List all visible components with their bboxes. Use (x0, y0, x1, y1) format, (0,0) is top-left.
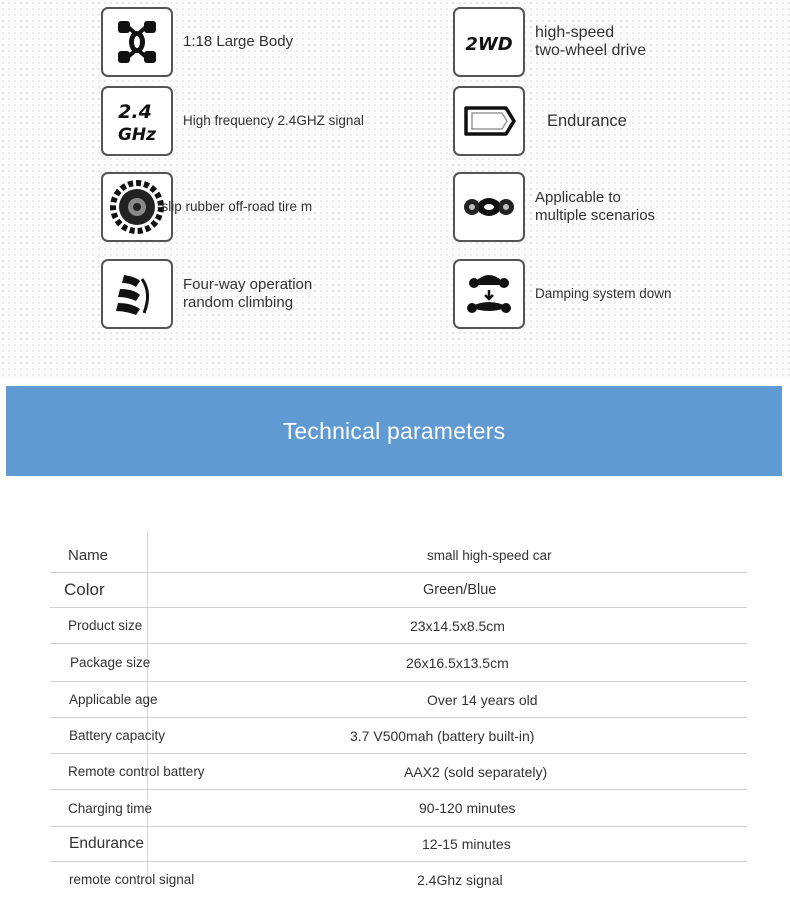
spec-name: Endurance (69, 835, 144, 852)
climbing-icon (101, 259, 173, 329)
battery-icon (453, 86, 525, 156)
spec-name: Product size (68, 618, 143, 633)
table-row (50, 790, 747, 827)
feature-endurance (453, 86, 627, 156)
feature-signal (101, 86, 364, 156)
spec-name: Applicable age (69, 692, 158, 707)
svg-text:GHz: GHz (117, 125, 157, 145)
table-row (50, 573, 747, 608)
feature-label: Applicable to multiple scenarios (535, 189, 656, 224)
table-row (50, 862, 747, 897)
spec-name: Name (68, 546, 109, 564)
table-row (50, 608, 747, 644)
table-row (50, 644, 747, 682)
2wd-icon (453, 7, 525, 77)
table-row (50, 754, 747, 790)
spec-value: AAX2 (sold separately) (404, 763, 548, 780)
feature-2wd (453, 7, 646, 77)
suspension-icon (453, 259, 525, 329)
tracks-icon (453, 172, 525, 242)
feature-label: -slip rubber off-road tire m (157, 199, 313, 214)
spec-name: Battery capacity (69, 728, 166, 743)
spec-name: remote control signal (69, 872, 195, 887)
table-row (50, 682, 747, 718)
spec-table (50, 538, 747, 897)
spec-value: 12-15 minutes (422, 836, 511, 852)
feature-tire (101, 172, 312, 242)
spec-name: Package size (70, 655, 151, 670)
spec-value: 23x14.5x8.5cm (410, 617, 505, 634)
feature-large-body (101, 7, 293, 77)
feature-label: 1:18 Large Body (183, 33, 294, 50)
spec-name: Charging time (68, 800, 153, 816)
table-row (50, 718, 747, 754)
feature-damping (453, 259, 672, 329)
feature-scenarios (453, 172, 655, 242)
spec-value: 90-120 minutes (419, 800, 516, 816)
table-row (50, 538, 747, 573)
section-banner (6, 386, 782, 476)
spec-value: 3.7 V500mah (battery built-in) (350, 727, 535, 744)
banner-title: Technical parameters (282, 417, 506, 444)
svg-text:2.4: 2.4 (118, 101, 152, 123)
feature-label: Four-way operation random climbing (183, 276, 313, 311)
ghz-signal-icon (101, 86, 173, 156)
spec-value: 26x16.5x13.5cm (406, 654, 509, 671)
feature-label: Endurance (547, 112, 627, 130)
car-chassis-icon (101, 7, 173, 77)
feature-label: High frequency 2.4GHZ signal (183, 113, 364, 128)
spec-name: Remote control battery (68, 764, 205, 779)
feature-label: Damping system down (535, 286, 672, 301)
spec-value: 2.4Ghz signal (417, 871, 503, 888)
feature-climbing (101, 259, 312, 329)
feature-label: high-speed two-wheel drive (535, 24, 647, 59)
table-row (50, 827, 747, 862)
spec-value: Over 14 years old (427, 691, 538, 708)
spec-value: Green/Blue (423, 582, 497, 598)
spec-name: Color (64, 580, 105, 599)
spec-value: small high-speed car (427, 547, 552, 563)
feature-panel (0, 0, 790, 378)
svg-text:2WD: 2WD (465, 34, 513, 55)
